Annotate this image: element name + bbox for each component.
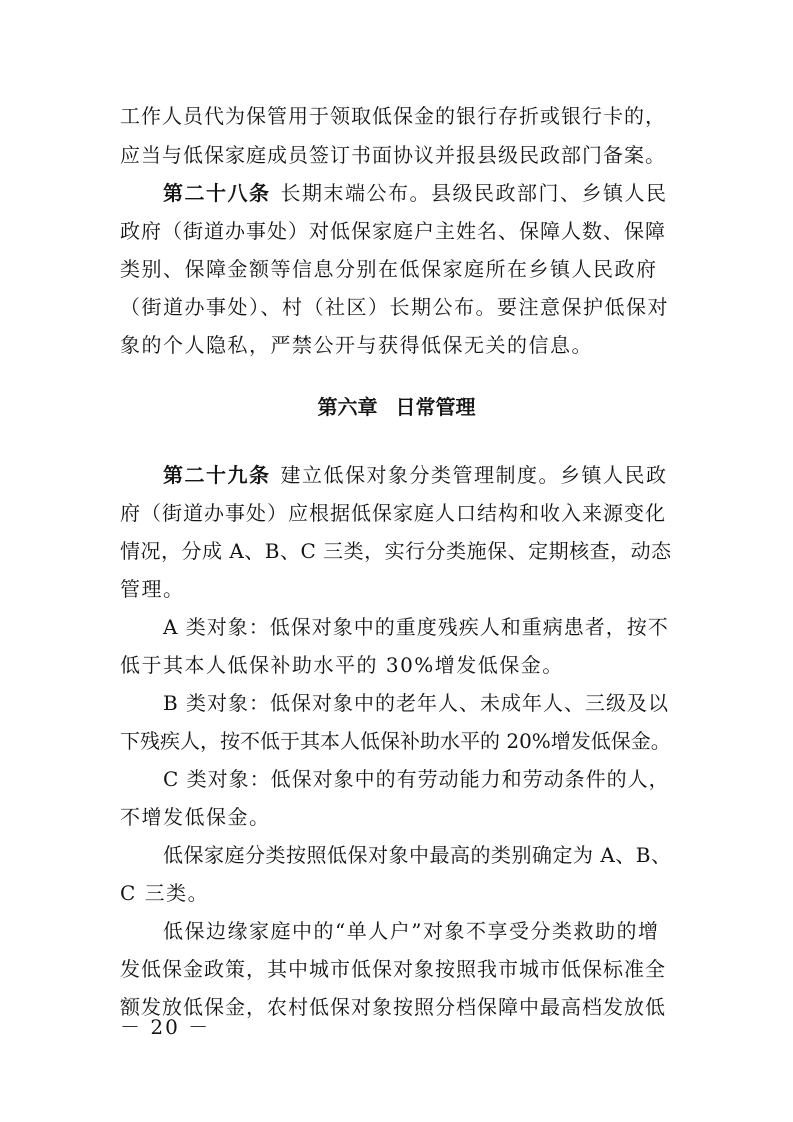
body-line: 额发放低保金，农村低保对象按照分档保障中最高档发放低 bbox=[120, 995, 666, 1019]
chapter-heading bbox=[0, 394, 793, 420]
body-line: 低于其本人低保补助水平的 30%增发低保金。 bbox=[120, 653, 564, 677]
body-line: B 类对象：低保对象中的老年人、未成年人、三级及以 bbox=[163, 691, 670, 715]
body-line: 府（街道办事处）应根据低保家庭人口结构和收入来源变化 bbox=[120, 501, 666, 525]
body-line: 工作人员代为保管用于领取低保金的银行存折或银行卡的， bbox=[120, 104, 666, 128]
body-line: A 类对象：低保对象中的重度残疾人和重病患者，按不 bbox=[163, 615, 669, 639]
body-line: 类别、保障金额等信息分别在低保家庭所在乡镇人民政府 bbox=[120, 257, 658, 281]
article-28-lead: 长期末端公布。县级民政部门、乡镇人民 bbox=[280, 181, 668, 205]
article-29-lead: 建立低保对象分类管理制度。乡镇人民政 bbox=[280, 463, 668, 487]
chapter-number: 第六章 bbox=[317, 395, 378, 419]
body-line: 象的个人隐私，严禁公开与获得低保无关的信息。 bbox=[120, 333, 593, 357]
body-line: （街道办事处）、村（社区）长期公布。要注意保护低保对 bbox=[120, 295, 669, 319]
body-line: C 类对象：低保对象中的有劳动能力和劳动条件的人， bbox=[163, 767, 670, 791]
article-28-label: 第二十八条 bbox=[163, 181, 271, 205]
body-line: 下残疾人，按不低于其本人低保补助水平的 20%增发低保金。 bbox=[120, 729, 671, 753]
body-line: 不增发低保金。 bbox=[120, 805, 271, 829]
body-line: 应当与低保家庭成员签订书面协议并报县级民政部门备案。 bbox=[120, 143, 666, 167]
article-28-first-line bbox=[163, 180, 668, 206]
body-line: 发低保金政策，其中城市低保对象按照我市城市低保标准全 bbox=[120, 957, 666, 981]
page-number: － 20 － bbox=[120, 1015, 211, 1039]
body-line: 低保家庭分类按照低保对象中最高的类别确定为 A、B、 bbox=[163, 843, 672, 867]
article-29-label: 第二十九条 bbox=[163, 463, 271, 487]
body-line: 低保边缘家庭中的“单人户”对象不享受分类救助的增 bbox=[163, 919, 660, 943]
body-line: 管理。 bbox=[120, 577, 185, 601]
body-line: 情况，分成 A、B、C 三类，实行分类施保、定期核查，动态 bbox=[120, 539, 672, 563]
chapter-title: 日常管理 bbox=[395, 395, 476, 419]
article-29-first-line bbox=[163, 462, 668, 488]
body-line: 政府（街道办事处）对低保家庭户主姓名、保障人数、保障 bbox=[120, 219, 666, 243]
body-line: C 三类。 bbox=[120, 881, 210, 905]
